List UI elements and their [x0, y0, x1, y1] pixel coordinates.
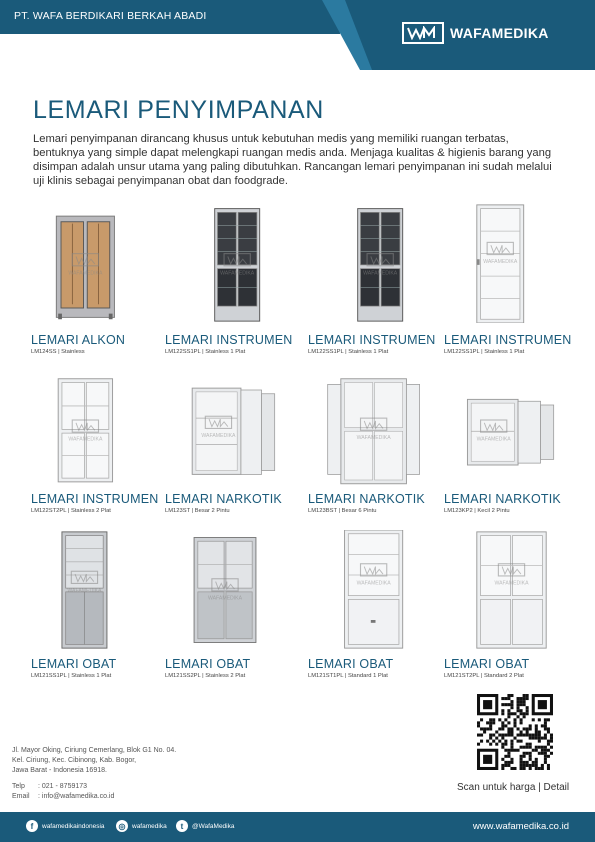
svg-text:WAFAMEDIKA: WAFAMEDIKA: [356, 434, 391, 441]
svg-text:WAFAMEDIKA: WAFAMEDIKA: [67, 587, 102, 594]
instagram-handle: wafamedika: [132, 822, 167, 830]
instagram-link[interactable]: [116, 820, 167, 832]
cabinet-image: [31, 203, 181, 323]
product-code: LM122SS1PL | Stainless 1 Plat: [444, 349, 525, 355]
product-code: LM121SS1PL | Stainless 1 Plat: [31, 673, 112, 679]
svg-text:WAFAMEDIKA: WAFAMEDIKA: [356, 580, 391, 587]
product-name: LEMARI INSTRUMEN: [31, 492, 159, 506]
product-code: LM122SS1PL | Stainless 1 Plat: [165, 349, 246, 355]
brand-name: WAFAMEDIKA: [450, 25, 549, 41]
cabinet-image: [31, 375, 181, 495]
svg-text:WAFAMEDIKA: WAFAMEDIKA: [476, 436, 511, 443]
logo-mark-icon: [402, 22, 444, 44]
company-address: [12, 746, 176, 776]
cabinet-image: [165, 203, 315, 323]
svg-text:WAFAMEDIKA: WAFAMEDIKA: [68, 436, 103, 443]
email-label: Email: [12, 793, 30, 800]
product-code: LM123BST | Besar 6 Pintu: [308, 508, 377, 514]
svg-text:WAFAMEDIKA: WAFAMEDIKA: [220, 270, 255, 277]
cabinet-image: [308, 375, 458, 495]
cabinet-image: [308, 530, 458, 650]
product-name: LEMARI OBAT: [444, 657, 530, 671]
svg-text:WAFAMEDIKA: WAFAMEDIKA: [494, 580, 529, 587]
product-name: LEMARI INSTRUMEN: [444, 333, 572, 347]
address-line: Jl. Mayor Oking, Ciriung Cemerlang, Blok G1 No. 04.: [12, 747, 177, 754]
svg-text:WAFAMEDIKA: WAFAMEDIKA: [207, 595, 243, 602]
intro-paragraph: Lemari penyimpanan dirancang khusus untuk kebutuhan medis yang memiliki ruangan terbatas, bentuknya yang simple dapat melengkapi ruangan medis anda. Menjaga kualitas & higienis barang yang disimpan adalah unsur utama yang paling dibutuhkan. Rancangan lemari penyimpanan ini sudah melalui uji klinis sebagai penyimpanan obat dan foodgrade.: [33, 133, 552, 187]
cabinet-image: [165, 530, 315, 650]
email-value: : info@wafamedika.co.id: [38, 793, 115, 800]
product-name: LEMARI OBAT: [165, 657, 251, 671]
product-name: LEMARI OBAT: [308, 657, 394, 671]
svg-text:WAFAMEDIKA: WAFAMEDIKA: [363, 270, 398, 277]
instagram-icon: ◎: [116, 820, 128, 832]
cabinet-image: [165, 375, 315, 495]
address-line: Kel. Ciriung, Kec. Cibinong, Kab. Bogor,: [12, 757, 137, 764]
cabinet-image: [31, 530, 181, 650]
website-link[interactable]: www.wafamedika.co.id: [472, 821, 569, 832]
product-name: LEMARI NARKOTIK: [444, 492, 561, 506]
brand-logo: [402, 22, 549, 44]
product-code: LM124SS | Stainless: [31, 349, 85, 355]
facebook-icon: f: [26, 820, 38, 832]
product-code: LM122SS1PL | Stainless 1 Plat: [308, 349, 389, 355]
svg-text:WAFAMEDIKA: WAFAMEDIKA: [201, 432, 236, 439]
product-name: LEMARI OBAT: [31, 657, 117, 671]
facebook-handle: wafamedikaindonesia: [42, 822, 105, 830]
product-code: LM121SS2PL | Stainless 2 Plat: [165, 673, 246, 679]
cabinet-image: [444, 375, 594, 495]
twitter-link[interactable]: [176, 820, 234, 832]
product-code: LM122ST2PL | Stainless 2 Plat: [31, 508, 111, 514]
product-name: LEMARI NARKOTIK: [308, 492, 425, 506]
svg-text:WAFAMEDIKA: WAFAMEDIKA: [68, 270, 103, 277]
product-code: LM123KP2 | Kecil 2 Pintu: [444, 508, 510, 514]
product-name: LEMARI ALKON: [31, 333, 126, 347]
product-code: LM123ST | Besar 2 Pintu: [165, 508, 230, 514]
company-name: PT. WAFA BERDIKARI BERKAH ABADI: [14, 10, 207, 22]
product-name: LEMARI NARKOTIK: [165, 492, 282, 506]
cabinet-image: [444, 530, 594, 650]
facebook-link[interactable]: [26, 820, 105, 832]
twitter-icon: t: [176, 820, 188, 832]
product-name: LEMARI INSTRUMEN: [165, 333, 293, 347]
scan-caption: Scan untuk harga | Detail: [457, 782, 570, 793]
product-code: LM121ST1PL | Standard 1 Plat: [308, 673, 388, 679]
contact-info: [12, 782, 114, 802]
svg-text:WAFAMEDIKA: WAFAMEDIKA: [483, 259, 518, 265]
address-line: Jawa Barat - Indonesia 16918.: [12, 767, 107, 774]
cabinet-image: [308, 203, 458, 323]
product-code: LM121ST2PL | Standard 2 Plat: [444, 673, 524, 679]
cabinet-image: [444, 203, 594, 323]
telp-label: Telp: [12, 783, 25, 790]
twitter-handle: @WafaMedika: [192, 822, 235, 830]
telp-value: : 021 - 8759173: [38, 783, 88, 790]
product-name: LEMARI INSTRUMEN: [308, 333, 436, 347]
page-title: LEMARI PENYIMPANAN: [33, 96, 324, 124]
qr-code[interactable]: [477, 694, 553, 770]
